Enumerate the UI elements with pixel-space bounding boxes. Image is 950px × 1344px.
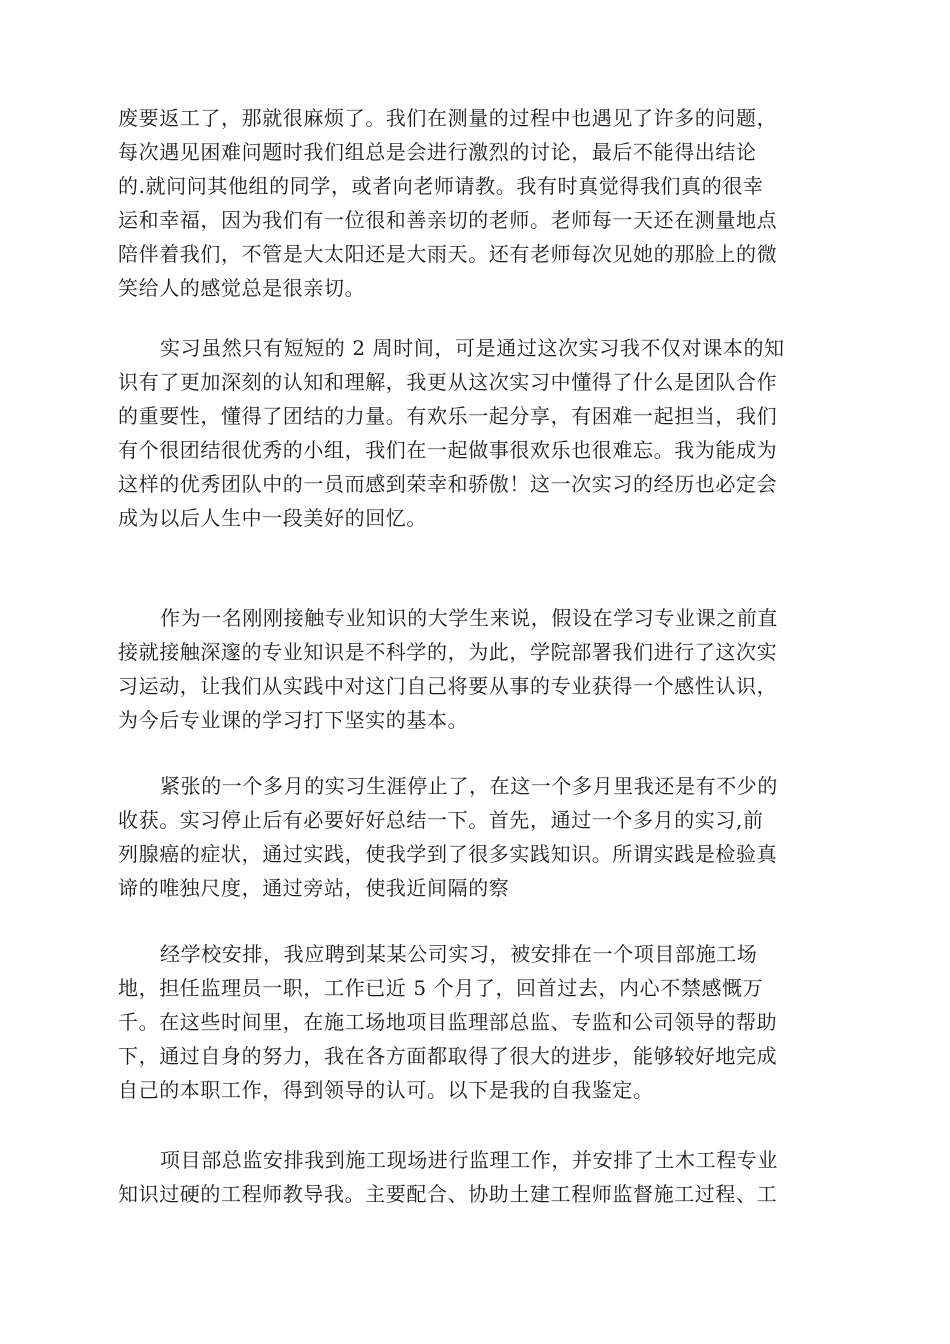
text-line: 紧张的一个多月的实习生涯停止了，在这一个多月里我还是有不少的 (160, 774, 778, 798)
text-line: 每次遇见困难问题时我们组总是会进行激烈的讨论，最后不能得出结论 (118, 140, 757, 164)
text-line: 下，通过自身的努力，我在各方面都取得了很大的进步，能够较好地完成 (118, 1044, 778, 1068)
text-line: 地，担任监理员一职，工作已近 5 个月了，回首过去，内心不禁感慨万 (118, 976, 764, 1000)
text-line: 项目部总监安排我到施工现场进行监理工作，并安排了土木工程专业 (160, 1148, 778, 1172)
text-line: 这样的优秀团队中的一员而感到荣幸和骄傲！这一次实习的经历也必定会 (118, 472, 778, 496)
text-line: 实习虽然只有短短的 2 周时间，可是通过这次实习我不仅对课本的知 (160, 336, 785, 360)
text-line: 识有了更加深刻的认知和理解，我更从这次实习中懂得了什么是团队合作 (118, 370, 778, 394)
text-line: 知识过硬的工程师教导我。主要配合、协助土建工程师监督施工过程、工 (118, 1182, 778, 1206)
text-line: 列腺癌的症状，通过实践，使我学到了很多实践知识。所谓实践是检验真 (118, 842, 778, 866)
text-line: 自己的本职工作，得到领导的认可。以下是我的自我鉴定。 (118, 1078, 654, 1102)
text-line: 经学校安排，我应聘到某某公司实习，被安排在一个项目部施工场 (160, 942, 758, 966)
text-line: 陪伴着我们，不管是大太阳还是大雨天。还有老师每次见她的那脸上的微 (118, 242, 778, 266)
text-line: 成为以后人生中一段美好的回忆。 (118, 506, 427, 530)
paragraph-internship-summary (118, 769, 838, 905)
paragraph-practice-purpose (118, 601, 838, 737)
text-line: 的.就问问其他组的同学，或者向老师请教。我有时真觉得我们真的很幸 (118, 174, 764, 198)
text-line: 笑给人的感觉总是很亲切。 (118, 276, 366, 300)
paragraph-site-work (118, 1143, 838, 1211)
text-line: 废要返工了，那就很麻烦了。我们在测量的过程中也遇见了许多的问题， (118, 106, 778, 130)
text-line: 的重要性，懂得了团结的力量。有欢乐一起分享，有困难一起担当，我们 (118, 404, 778, 428)
text-line: 习运动，让我们从实践中对这门自己将要从事的专业获得一个感性认识， (118, 674, 778, 698)
text-line: 接就接触深邃的专业知识是不科学的，为此，学院部署我们进行了这次实 (118, 640, 778, 664)
text-line: 有个很团结很优秀的小组，我们在一起做事很欢乐也很难忘。我为能成为 (118, 438, 778, 462)
paragraph-teamwork (118, 331, 838, 535)
text-line: 为今后专业课的学习打下坚实的基本。 (118, 708, 469, 732)
text-line: 作为一名刚刚接触专业知识的大学生来说，假设在学习专业课之前直 (160, 606, 778, 630)
paragraph-survey-difficulties (118, 101, 838, 305)
paragraph-supervisor-job (118, 937, 838, 1107)
text-line: 收获。实习停止后有必要好好总结一下。首先，通过一个多月的实习,前 (118, 808, 764, 832)
text-line: 千。在这些时间里，在施工场地项目监理部总监、专监和公司领导的帮助 (118, 1010, 778, 1034)
text-line: 运和幸福，因为我们有一位很和善亲切的老师。老师每一天还在测量地点 (118, 208, 778, 232)
text-line: 谛的唯独尺度，通过旁站，使我近间隔的察 (118, 876, 510, 900)
